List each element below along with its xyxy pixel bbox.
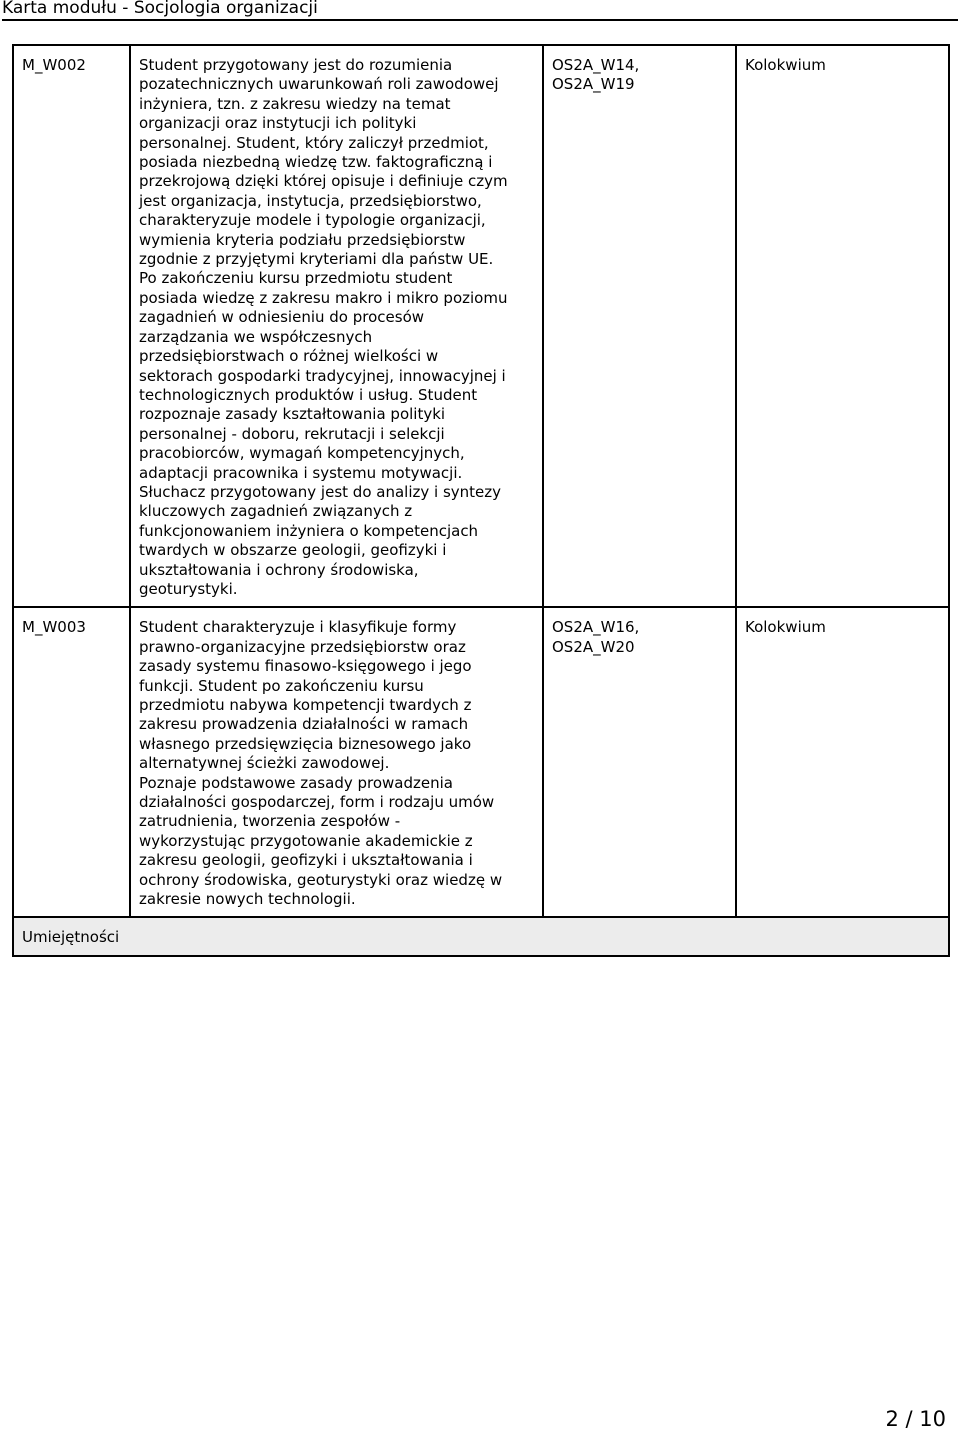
text-line: personalnej. Student, który zaliczył przedmiot, [139, 133, 489, 152]
outcome-references [543, 45, 736, 607]
text-line: technologicznych produktów i usług. Student [139, 385, 478, 404]
text-line: przekrojową dzięki której opisuje i definiuje czym [139, 172, 508, 191]
text-line: zakresu geologii, geofizyki i ukształtowania i [139, 851, 473, 870]
text-line: personalnej - doboru, rekrutacji i selekcji [139, 424, 445, 443]
text-line: pozatechnicznych uwarunkowań roli zawodowej [139, 75, 499, 94]
text-line: zakresu prowadzenia działalności w ramach [139, 715, 469, 734]
text-line: Słuchacz przygotowany jest do analizy i syntezy [139, 482, 501, 501]
text-line: OS2A_W20 [552, 637, 635, 656]
text-line: sektorach gospodarki tradycyjnej, innowacyjnej i [139, 366, 506, 385]
outcome-code: M_W002 [13, 45, 130, 607]
document-title: Karta modułu - Socjologia organizacji [2, 0, 318, 18]
text-line: OS2A_W19 [552, 75, 635, 94]
text-line: prawno-organizacyjne przedsiębiorstw oraz [139, 637, 466, 656]
table-row [13, 45, 949, 607]
outcome-references [543, 607, 736, 917]
text-line: funkcji. Student po zakończeniu kursu [139, 676, 424, 695]
text-line: zatrudnienia, tworzenia zespołów - [139, 812, 401, 831]
description-lines [139, 618, 534, 909]
section-header-row [13, 917, 949, 955]
text-line: ochrony środowiska, geoturystyki oraz wiedzę w [139, 870, 503, 889]
text-line: funkcjonowaniem inżyniera o kompetencjach [139, 521, 479, 540]
text-line: kluczowych zagadnień związanych z [139, 502, 413, 521]
document-header [2, 0, 958, 21]
text-line: własnego przedsięwzięcia biznesowego jako [139, 734, 472, 753]
text-line: organizacji oraz instytucji ich polityki [139, 114, 417, 133]
outcome-code: M_W003 [13, 607, 130, 917]
text-line: przedmiotu nabywa kompetencji twardych z [139, 696, 472, 714]
text-line: jest organizacja, instytucja, przedsiębiorstwo, [139, 191, 482, 210]
text-line: zgodnie z przyjętymi kryteriami dla państw UE. [139, 250, 494, 269]
text-line: geoturystyki. [139, 579, 238, 598]
reference-lines [552, 618, 727, 657]
learning-outcomes-table [12, 44, 950, 957]
text-line: zarządzania we współczesnych [139, 327, 373, 346]
text-line: Po zakończeniu kursu przedmiotu student [139, 269, 453, 288]
text-line: adaptacji pracownika i systemu motywacji. [139, 463, 463, 482]
reference-lines [552, 56, 727, 95]
text-line: zakresie nowych technologii. [139, 890, 356, 909]
text-line: Student charakteryzuje i klasyfikuje formy [139, 618, 457, 637]
text-line: alternatywnej ścieżki zawodowej. [139, 754, 390, 773]
text-line: OS2A_W14, [552, 56, 640, 74]
text-line: pracobiorców, wymagań kompetencyjnych, [139, 444, 465, 463]
text-line: posiada wiedzę z zakresu makro i mikro poziomu [139, 288, 508, 307]
section-label: Umiejętności [13, 917, 949, 955]
text-line: twardych w obszarze geologii, geofizyki i [139, 541, 447, 560]
text-line: wykorzystując przygotowanie akademickie z [139, 831, 473, 850]
text-line: posiada niezbedną wiedzę tzw. faktograficzną i [139, 153, 493, 172]
verification-method: Kolokwium [736, 45, 949, 607]
description-lines [139, 56, 534, 599]
text-line: OS2A_W16, [552, 618, 640, 637]
text-line: charakteryzuje modele i typologie organizacji, [139, 211, 486, 230]
text-line: zagadnień w odniesieniu do procesów [139, 308, 425, 327]
text-line: inżyniera, tzn. z zakresu wiedzy na temat [139, 94, 451, 113]
text-line: Student przygotowany jest do rozumienia [139, 56, 453, 74]
text-line: rozpoznaje zasady kształtowania polityki [139, 405, 446, 424]
page-number: 2 / 10 [885, 1407, 946, 1431]
outcome-description [130, 607, 543, 917]
text-line: przedsiębiorstwach o różnej wielkości w [139, 347, 439, 366]
text-line: działalności gospodarczej, form i rodzaju umów [139, 793, 495, 812]
outcome-description [130, 45, 543, 607]
text-line: Poznaje podstawowe zasady prowadzenia [139, 773, 453, 792]
text-line: ukształtowania i ochrony środowiska, [139, 560, 419, 579]
text-line: zasady systemu finasowo-księgowego i jego [139, 657, 472, 676]
text-line: wymienia kryteria podziału przedsiębiorstw [139, 230, 466, 249]
table-row [13, 607, 949, 917]
verification-method: Kolokwium [736, 607, 949, 917]
